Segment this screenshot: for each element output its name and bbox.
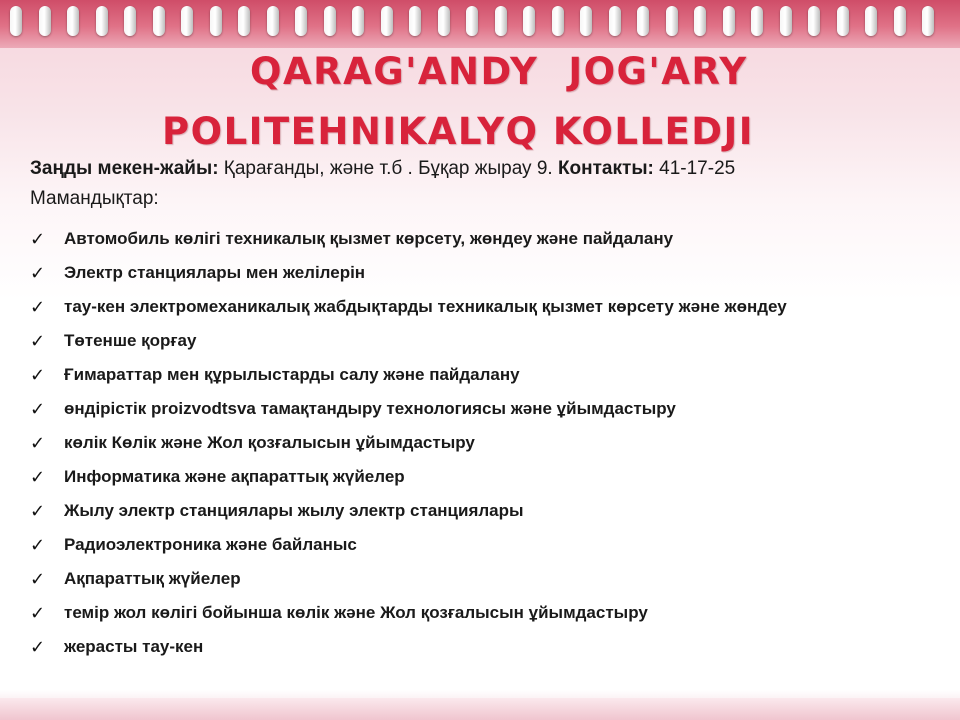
ring-icon [124,6,136,36]
ring-icon [894,6,906,36]
specialty-label: жерасты тау-кен [64,637,204,656]
ring-icon [922,6,934,36]
specialty-label: Ақпараттық жүйелер [64,569,241,588]
ring-icon [67,6,79,36]
ring-icon [837,6,849,36]
specialty-item [30,464,920,490]
check-mark-icon: ✓ [30,297,46,317]
ring-icon [267,6,279,36]
specialty-item [30,226,920,252]
ring-icon [153,6,165,36]
check-mark-icon: ✓ [30,501,46,521]
specialty-label: Электр станциялары мен желілерін [64,263,366,282]
ring-icon [466,6,478,36]
specialty-label: Радиоэлектроника және байланыс [64,535,357,554]
specialty-label: Информатика және ақпараттық жүйелер [64,467,405,486]
check-mark-icon: ✓ [30,399,46,419]
check-mark-icon: ✓ [30,467,46,487]
ring-icon [609,6,621,36]
title-line-1 [250,50,748,93]
check-mark-icon: ✓ [30,433,46,453]
specialty-label: өндірістік proizvodtsva тамақтандыру технологиясы және ұйымдастыру [64,399,676,418]
specialty-item [30,260,920,286]
specialty-item [30,634,920,660]
title-word-2: JOG'ARY [568,50,748,93]
specialty-item [30,566,920,592]
ring-icon [808,6,820,36]
specialty-item [30,362,920,388]
ring-icon [780,6,792,36]
ring-icon [438,6,450,36]
title-word-1: QARAG'ANDY [250,50,539,93]
ring-icon [181,6,193,36]
check-mark-icon: ✓ [30,365,46,385]
check-mark-icon: ✓ [30,603,46,623]
check-mark-icon: ✓ [30,569,46,589]
specialty-item [30,328,920,354]
title-line-2: POLITEHNIKALYQ KOLLEDJI [162,110,755,153]
ring-icon [10,6,22,36]
ring-icon [324,6,336,36]
ring-icon [352,6,364,36]
specialty-item [30,532,920,558]
address-value: Қарағанды, және т.б . Бұқар жырау 9. [223,158,553,179]
check-mark-icon: ✓ [30,637,46,657]
ring-icon [39,6,51,36]
bottom-band [0,698,960,720]
ring-icon [409,6,421,36]
ring-icon [552,6,564,36]
ring-icon [381,6,393,36]
specialty-item [30,396,920,422]
specialty-item [30,430,920,456]
ring-icon [523,6,535,36]
contacts-value: 41-17-25 [659,158,736,179]
ring-icon [295,6,307,36]
check-mark-icon: ✓ [30,535,46,555]
specialty-label: Төтенше қорғау [64,331,197,350]
specialty-item [30,294,920,320]
specialty-label: Автомобиль көлігі техникалық қызмет көрсету, жөндеу және пайдалану [64,229,674,248]
ring-icon [495,6,507,36]
ring-icon [723,6,735,36]
specialties-list [30,226,920,668]
address-line [30,158,735,180]
ring-icon [865,6,877,36]
specialty-item [30,600,920,626]
ring-icon [666,6,678,36]
ring-icon [96,6,108,36]
specialty-label: Ғимараттар мен құрылыстарды салу және пайдалану [64,365,520,384]
specialty-item [30,498,920,524]
specialty-label: Жылу электр станциялары жылу электр станциялары [64,501,524,520]
ring-icon [238,6,250,36]
ring-icon [210,6,222,36]
ring-icon [637,6,649,36]
specialties-label: Мамандықтар: [30,188,159,209]
specialty-label: көлік Көлік және Жол қозғалысын ұйымдастыру [64,433,475,452]
contacts-label: Контакты: [557,158,654,179]
address-label: Заңды мекен-жайы: [30,158,219,179]
ring-icon [580,6,592,36]
check-mark-icon: ✓ [30,331,46,351]
check-mark-icon: ✓ [30,263,46,283]
specialty-label: тау-кен электромеханикалық жабдықтарды техникалық қызмет көрсету және жөндеу [64,297,787,316]
specialty-label: темір жол көлігі бойынша көлік және Жол қозғалысын ұйымдастыру [64,603,648,622]
ring-icon [751,6,763,36]
ring-icon [694,6,706,36]
check-mark-icon: ✓ [30,229,46,249]
